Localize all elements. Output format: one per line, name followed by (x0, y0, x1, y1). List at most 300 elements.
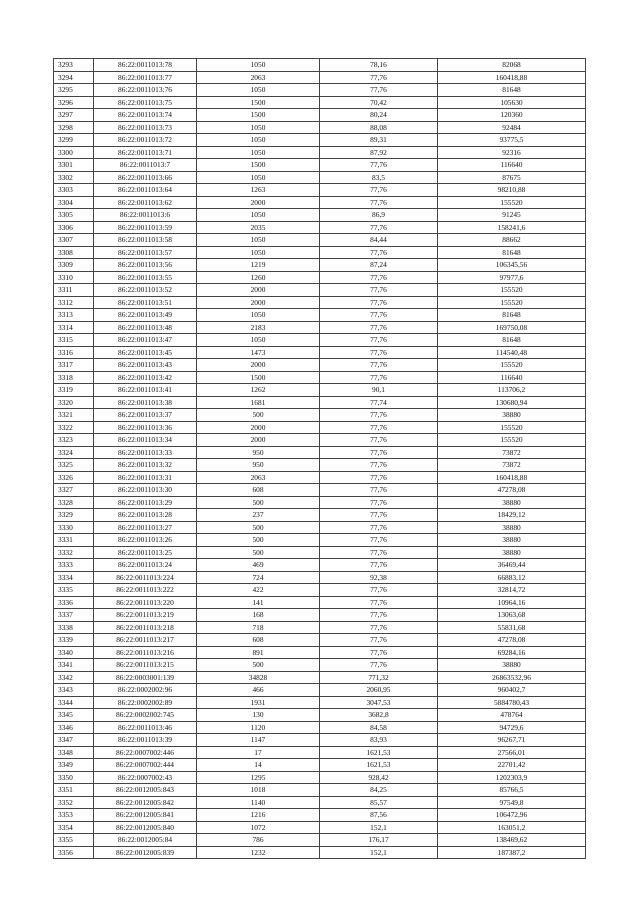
row-number-cell: 3312 (54, 296, 94, 309)
table-row (54, 571, 586, 584)
table-row (54, 609, 586, 622)
specific-value-cell: 77,76 (320, 459, 438, 472)
cadastral-value-cell: 155520 (438, 421, 586, 434)
row-number-cell: 3308 (54, 246, 94, 259)
row-number-cell: 3301 (54, 159, 94, 172)
table-row (54, 846, 586, 859)
table-row (54, 721, 586, 734)
cadastral-value-cell: 91245 (438, 209, 586, 222)
specific-value-cell: 88,08 (320, 121, 438, 134)
specific-value-cell: 77,76 (320, 296, 438, 309)
table-row (54, 584, 586, 597)
area-cell: 422 (197, 584, 320, 597)
cadastral-number-cell: 86:22:0002002:745 (94, 709, 197, 722)
row-number-cell: 3331 (54, 534, 94, 547)
cadastral-value-cell: 47278,08 (438, 484, 586, 497)
area-cell: 2183 (197, 321, 320, 334)
row-number-cell: 3322 (54, 421, 94, 434)
table-row (54, 496, 586, 509)
cadastral-value-cell: 1202303,9 (438, 771, 586, 784)
cadastral-number-cell: 86:22:0011013:24 (94, 559, 197, 572)
cadastral-value-cell: 38880 (438, 409, 586, 422)
table-row (54, 284, 586, 297)
table-row (54, 371, 586, 384)
area-cell: 1262 (197, 384, 320, 397)
table-row (54, 209, 586, 222)
cadastral-number-cell: 86:22:0011013:224 (94, 571, 197, 584)
row-number-cell: 3321 (54, 409, 94, 422)
table-row (54, 434, 586, 447)
area-cell: 1260 (197, 271, 320, 284)
row-number-cell: 3314 (54, 321, 94, 334)
area-cell: 1050 (197, 334, 320, 347)
cadastral-number-cell: 86:22:0002002:89 (94, 696, 197, 709)
area-cell: 1140 (197, 796, 320, 809)
area-cell: 2063 (197, 71, 320, 84)
table-row (54, 734, 586, 747)
row-number-cell: 3335 (54, 584, 94, 597)
cadastral-value-cell: 163051,2 (438, 821, 586, 834)
table-row (54, 671, 586, 684)
row-number-cell: 3350 (54, 771, 94, 784)
cadastral-value-cell: 160418,88 (438, 71, 586, 84)
cadastral-number-cell: 86:22:0011013:222 (94, 584, 197, 597)
cadastral-number-cell: 86:22:0011013:72 (94, 134, 197, 147)
cadastral-number-cell: 86:22:0011013:30 (94, 484, 197, 497)
table-row (54, 384, 586, 397)
cadastral-number-cell: 86:22:0011013:220 (94, 596, 197, 609)
row-number-cell: 3328 (54, 496, 94, 509)
row-number-cell: 3296 (54, 96, 94, 109)
cadastral-number-cell: 86:22:0011013:217 (94, 634, 197, 647)
area-cell: 1120 (197, 721, 320, 734)
specific-value-cell: 77,76 (320, 184, 438, 197)
area-cell: 1216 (197, 809, 320, 822)
specific-value-cell: 87,24 (320, 259, 438, 272)
area-cell: 500 (197, 521, 320, 534)
table-row (54, 84, 586, 97)
cadastral-value-cell: 155520 (438, 296, 586, 309)
specific-value-cell: 77,76 (320, 421, 438, 434)
cadastral-value-cell: 155520 (438, 434, 586, 447)
specific-value-cell: 77,76 (320, 546, 438, 559)
cadastral-value-cell: 85766,5 (438, 784, 586, 797)
row-number-cell: 3345 (54, 709, 94, 722)
row-number-cell: 3326 (54, 471, 94, 484)
row-number-cell: 3293 (54, 59, 94, 72)
cadastral-value-cell: 18429,12 (438, 509, 586, 522)
specific-value-cell: 83,5 (320, 171, 438, 184)
area-cell: 1500 (197, 371, 320, 384)
cadastral-value-cell: 106345,56 (438, 259, 586, 272)
table-row (54, 59, 586, 72)
row-number-cell: 3351 (54, 784, 94, 797)
table-row (54, 196, 586, 209)
specific-value-cell: 77,76 (320, 496, 438, 509)
row-number-cell: 3338 (54, 621, 94, 634)
area-cell: 1263 (197, 184, 320, 197)
row-number-cell: 3294 (54, 71, 94, 84)
row-number-cell: 3306 (54, 221, 94, 234)
area-cell: 1050 (197, 146, 320, 159)
cadastral-value-cell: 38880 (438, 496, 586, 509)
table-row (54, 621, 586, 634)
specific-value-cell: 77,74 (320, 396, 438, 409)
specific-value-cell: 77,76 (320, 221, 438, 234)
cadastral-number-cell: 86:22:0011013:28 (94, 509, 197, 522)
row-number-cell: 3346 (54, 721, 94, 734)
row-number-cell: 3309 (54, 259, 94, 272)
table-row (54, 784, 586, 797)
area-cell: 500 (197, 546, 320, 559)
area-cell: 1072 (197, 821, 320, 834)
specific-value-cell: 77,76 (320, 621, 438, 634)
cadastral-number-cell: 86:22:0012005:840 (94, 821, 197, 834)
cadastral-value-cell: 81648 (438, 334, 586, 347)
table-row (54, 121, 586, 134)
row-number-cell: 3298 (54, 121, 94, 134)
specific-value-cell: 77,76 (320, 596, 438, 609)
area-cell: 1050 (197, 121, 320, 134)
row-number-cell: 3295 (54, 84, 94, 97)
area-cell: 469 (197, 559, 320, 572)
area-cell: 500 (197, 659, 320, 672)
table-row (54, 184, 586, 197)
table-row (54, 521, 586, 534)
area-cell: 2063 (197, 471, 320, 484)
table-row (54, 796, 586, 809)
cadastral-number-cell: 86:22:0011013:75 (94, 96, 197, 109)
area-cell: 2000 (197, 296, 320, 309)
area-cell: 168 (197, 609, 320, 622)
area-cell: 2000 (197, 434, 320, 447)
row-number-cell: 3300 (54, 146, 94, 159)
cadastral-value-cell: 26863532,96 (438, 671, 586, 684)
cadastral-value-cell: 106472,96 (438, 809, 586, 822)
cadastral-number-cell: 86:22:0011013:36 (94, 421, 197, 434)
cadastral-value-cell: 5884780,43 (438, 696, 586, 709)
area-cell: 237 (197, 509, 320, 522)
cadastral-value-cell: 97549,8 (438, 796, 586, 809)
row-number-cell: 3354 (54, 821, 94, 834)
cadastral-value-cell: 158241,6 (438, 221, 586, 234)
specific-value-cell: 84,58 (320, 721, 438, 734)
area-cell: 1681 (197, 396, 320, 409)
table-row (54, 659, 586, 672)
row-number-cell: 3327 (54, 484, 94, 497)
cadastral-value-cell: 160418,88 (438, 471, 586, 484)
row-number-cell: 3330 (54, 521, 94, 534)
cadastral-value-cell: 73872 (438, 459, 586, 472)
cadastral-value-cell: 113706,2 (438, 384, 586, 397)
cadastral-number-cell: 86:22:0011013:31 (94, 471, 197, 484)
cadastral-number-cell: 86:22:0011013:26 (94, 534, 197, 547)
row-number-cell: 3317 (54, 359, 94, 372)
cadastral-value-cell: 98210,88 (438, 184, 586, 197)
area-cell: 2035 (197, 221, 320, 234)
table-row (54, 421, 586, 434)
cadastral-number-cell: 86:22:0011013:41 (94, 384, 197, 397)
table-row (54, 534, 586, 547)
specific-value-cell: 87,56 (320, 809, 438, 822)
cadastral-value-cell: 87675 (438, 171, 586, 184)
table-row (54, 546, 586, 559)
row-number-cell: 3315 (54, 334, 94, 347)
row-number-cell: 3333 (54, 559, 94, 572)
specific-value-cell: 77,76 (320, 71, 438, 84)
cadastral-number-cell: 86:22:0011013:39 (94, 734, 197, 747)
area-cell: 34828 (197, 671, 320, 684)
specific-value-cell: 85,57 (320, 796, 438, 809)
cadastral-value-cell: 105630 (438, 96, 586, 109)
specific-value-cell: 1621,53 (320, 746, 438, 759)
area-cell: 500 (197, 496, 320, 509)
specific-value-cell: 77,76 (320, 634, 438, 647)
cadastral-value-cell: 69284,16 (438, 646, 586, 659)
specific-value-cell: 87,92 (320, 146, 438, 159)
specific-value-cell: 77,76 (320, 334, 438, 347)
table-row (54, 134, 586, 147)
area-cell: 14 (197, 759, 320, 772)
table-row (54, 359, 586, 372)
area-cell: 2000 (197, 284, 320, 297)
row-number-cell: 3342 (54, 671, 94, 684)
cadastral-number-cell: 86:22:0011013:58 (94, 234, 197, 247)
cadastral-number-cell: 86:22:0011013:51 (94, 296, 197, 309)
area-cell: 950 (197, 446, 320, 459)
specific-value-cell: 77,76 (320, 446, 438, 459)
row-number-cell: 3303 (54, 184, 94, 197)
area-cell: 1500 (197, 96, 320, 109)
specific-value-cell: 77,76 (320, 584, 438, 597)
table-row (54, 746, 586, 759)
cadastral-value-cell: 155520 (438, 196, 586, 209)
cadastral-value-cell: 82068 (438, 59, 586, 72)
cadastral-number-cell: 86:22:0011013:57 (94, 246, 197, 259)
row-number-cell: 3307 (54, 234, 94, 247)
cadastral-value-cell: 120360 (438, 109, 586, 122)
cadastral-number-cell: 86:22:0011013:38 (94, 396, 197, 409)
specific-value-cell: 152,1 (320, 846, 438, 859)
area-cell: 2000 (197, 196, 320, 209)
specific-value-cell: 771,32 (320, 671, 438, 684)
area-cell: 891 (197, 646, 320, 659)
specific-value-cell: 84,44 (320, 234, 438, 247)
cadastral-number-cell: 86:22:0011013:216 (94, 646, 197, 659)
table-row (54, 409, 586, 422)
table-row (54, 646, 586, 659)
specific-value-cell: 77,76 (320, 309, 438, 322)
specific-value-cell: 77,76 (320, 409, 438, 422)
cadastral-number-cell: 86:22:0011013:62 (94, 196, 197, 209)
cadastral-number-cell: 86:22:0011013:71 (94, 146, 197, 159)
cadastral-value-cell: 38880 (438, 546, 586, 559)
specific-value-cell: 89,31 (320, 134, 438, 147)
table-row (54, 96, 586, 109)
row-number-cell: 3334 (54, 571, 94, 584)
specific-value-cell: 3682,8 (320, 709, 438, 722)
cadastral-value-cell: 155520 (438, 359, 586, 372)
row-number-cell: 3348 (54, 746, 94, 759)
row-number-cell: 3347 (54, 734, 94, 747)
cadastral-number-cell: 86:22:0012005:842 (94, 796, 197, 809)
row-number-cell: 3337 (54, 609, 94, 622)
area-cell: 1219 (197, 259, 320, 272)
specific-value-cell: 77,76 (320, 521, 438, 534)
cadastral-number-cell: 86:22:0011013:77 (94, 71, 197, 84)
row-number-cell: 3339 (54, 634, 94, 647)
cadastral-number-cell: 86:22:0011013:218 (94, 621, 197, 634)
row-number-cell: 3356 (54, 846, 94, 859)
table-row (54, 246, 586, 259)
specific-value-cell: 77,76 (320, 371, 438, 384)
cadastral-value-cell: 81648 (438, 246, 586, 259)
cadastral-value-cell: 38880 (438, 521, 586, 534)
specific-value-cell: 77,76 (320, 646, 438, 659)
cadastral-value-cell: 92484 (438, 121, 586, 134)
table-row (54, 471, 586, 484)
row-number-cell: 3329 (54, 509, 94, 522)
row-number-cell: 3355 (54, 834, 94, 847)
cadastral-number-cell: 86:22:0011013:78 (94, 59, 197, 72)
specific-value-cell: 77,76 (320, 196, 438, 209)
cadastral-number-cell: 86:22:0011013:56 (94, 259, 197, 272)
cadastral-value-cell: 38880 (438, 659, 586, 672)
cadastral-value-cell: 36469,44 (438, 559, 586, 572)
specific-value-cell: 77,76 (320, 284, 438, 297)
specific-value-cell: 77,76 (320, 559, 438, 572)
specific-value-cell: 77,76 (320, 471, 438, 484)
cadastral-number-cell: 86:22:0011013:42 (94, 371, 197, 384)
cadastral-value-cell: 47278,08 (438, 634, 586, 647)
cadastral-value-cell: 10964,16 (438, 596, 586, 609)
area-cell: 500 (197, 534, 320, 547)
cadastral-number-cell: 86:22:0011013:219 (94, 609, 197, 622)
cadastral-number-cell: 86:22:0011013:37 (94, 409, 197, 422)
cadastral-number-cell: 86:22:0012005:841 (94, 809, 197, 822)
area-cell: 500 (197, 409, 320, 422)
area-cell: 1500 (197, 109, 320, 122)
cadastral-value-table (53, 58, 586, 859)
specific-value-cell: 83,93 (320, 734, 438, 747)
area-cell: 1473 (197, 346, 320, 359)
specific-value-cell: 77,76 (320, 84, 438, 97)
row-number-cell: 3310 (54, 271, 94, 284)
cadastral-number-cell: 86:22:0011013:76 (94, 84, 197, 97)
table-row (54, 459, 586, 472)
cadastral-value-cell: 73872 (438, 446, 586, 459)
area-cell: 2000 (197, 421, 320, 434)
row-number-cell: 3340 (54, 646, 94, 659)
table-row (54, 396, 586, 409)
specific-value-cell: 90,1 (320, 384, 438, 397)
table-row (54, 684, 586, 697)
table-row (54, 159, 586, 172)
area-cell: 1050 (197, 134, 320, 147)
specific-value-cell: 77,76 (320, 246, 438, 259)
table-row (54, 634, 586, 647)
cadastral-number-cell: 86:22:0012005:84 (94, 834, 197, 847)
row-number-cell: 3343 (54, 684, 94, 697)
area-cell: 2000 (197, 359, 320, 372)
specific-value-cell: 3047,53 (320, 696, 438, 709)
table-row (54, 234, 586, 247)
specific-value-cell: 78,16 (320, 59, 438, 72)
area-cell: 130 (197, 709, 320, 722)
cadastral-number-cell: 86:22:0011013:32 (94, 459, 197, 472)
cadastral-number-cell: 86:22:0011013:66 (94, 171, 197, 184)
area-cell: 1050 (197, 171, 320, 184)
row-number-cell: 3332 (54, 546, 94, 559)
cadastral-number-cell: 86:22:0011013:64 (94, 184, 197, 197)
row-number-cell: 3323 (54, 434, 94, 447)
specific-value-cell: 1621,53 (320, 759, 438, 772)
cadastral-number-cell: 86:22:0011013:73 (94, 121, 197, 134)
specific-value-cell: 77,76 (320, 321, 438, 334)
cadastral-value-cell: 187387,2 (438, 846, 586, 859)
cadastral-number-cell: 86:22:0011013:59 (94, 221, 197, 234)
cadastral-value-cell: 55831,68 (438, 621, 586, 634)
cadastral-value-cell: 960402,7 (438, 684, 586, 697)
table-row (54, 446, 586, 459)
row-number-cell: 3341 (54, 659, 94, 672)
row-number-cell: 3304 (54, 196, 94, 209)
table-row (54, 821, 586, 834)
area-cell: 1500 (197, 159, 320, 172)
row-number-cell: 3299 (54, 134, 94, 147)
row-number-cell: 3302 (54, 171, 94, 184)
table-row (54, 771, 586, 784)
cadastral-number-cell: 86:22:0002002:96 (94, 684, 197, 697)
row-number-cell: 3349 (54, 759, 94, 772)
cadastral-value-cell: 38880 (438, 534, 586, 547)
table-row (54, 696, 586, 709)
cadastral-value-cell: 32814,72 (438, 584, 586, 597)
specific-value-cell: 84,25 (320, 784, 438, 797)
cadastral-number-cell: 86:22:0011013:27 (94, 521, 197, 534)
row-number-cell: 3353 (54, 809, 94, 822)
table-row (54, 259, 586, 272)
cadastral-value-cell: 116640 (438, 371, 586, 384)
cadastral-number-cell: 86:22:0007002:446 (94, 746, 197, 759)
area-cell: 608 (197, 484, 320, 497)
specific-value-cell: 92,38 (320, 571, 438, 584)
specific-value-cell: 77,76 (320, 346, 438, 359)
cadastral-number-cell: 86:22:0011013:52 (94, 284, 197, 297)
table-row (54, 171, 586, 184)
row-number-cell: 3320 (54, 396, 94, 409)
cadastral-value-cell: 169750,08 (438, 321, 586, 334)
cadastral-value-cell: 155520 (438, 284, 586, 297)
cadastral-number-cell: 86:22:0011013:25 (94, 546, 197, 559)
specific-value-cell: 77,76 (320, 534, 438, 547)
table-row (54, 321, 586, 334)
cadastral-value-cell: 81648 (438, 84, 586, 97)
cadastral-number-cell: 86:22:0011013:55 (94, 271, 197, 284)
area-cell: 1018 (197, 784, 320, 797)
cadastral-number-cell: 86:22:0011013:215 (94, 659, 197, 672)
area-cell: 950 (197, 459, 320, 472)
specific-value-cell: 152,1 (320, 821, 438, 834)
cadastral-number-cell: 86:22:0012005:839 (94, 846, 197, 859)
area-cell: 1232 (197, 846, 320, 859)
area-cell: 466 (197, 684, 320, 697)
table-row (54, 309, 586, 322)
specific-value-cell: 77,76 (320, 509, 438, 522)
cadastral-value-cell: 66883,12 (438, 571, 586, 584)
cadastral-value-cell: 478764 (438, 709, 586, 722)
row-number-cell: 3311 (54, 284, 94, 297)
